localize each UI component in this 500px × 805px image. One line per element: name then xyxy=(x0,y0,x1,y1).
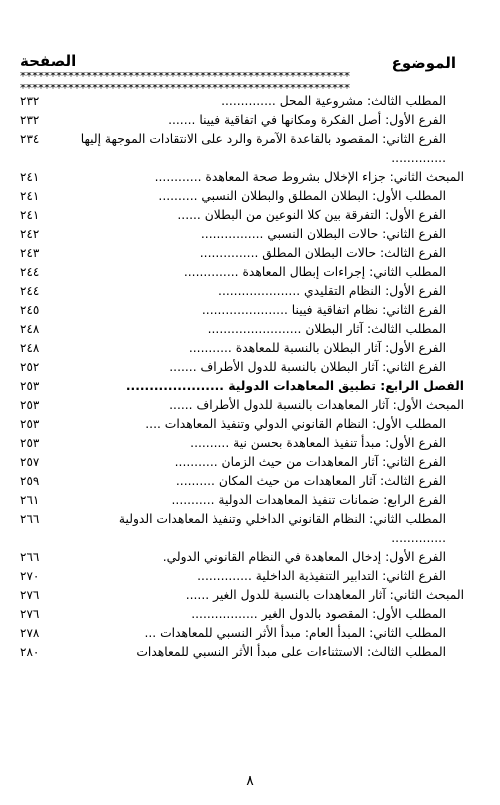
toc-entry xyxy=(20,434,464,453)
page-column-label: الصفحة xyxy=(20,52,77,70)
toc-list xyxy=(20,92,464,681)
toc-entry-page: ٢٥٢ xyxy=(20,360,40,374)
toc-entry-title: الفرع الثاني: نظام اتفاقية فيينا ...................... xyxy=(201,303,446,317)
toc-entry xyxy=(20,396,464,415)
toc-entry-title: المطلب الثاني: النظام القانوني الداخلي وتنفيذ المعاهدات الدولية .............. xyxy=(118,512,446,545)
toc-entry xyxy=(20,567,464,586)
toc-entry-title: الفرع الثالث: حالات البطلان المطلق ............... xyxy=(199,246,446,260)
toc-entry-page: ٢٣٢ xyxy=(20,113,40,127)
toc-entry-title: الفرع الثاني: آثار المعاهدات من حيث الزمان ........... xyxy=(174,455,446,469)
toc-entry-page: ٢٥٧ xyxy=(20,455,40,469)
toc-entry-title: الفرع الثاني: آثار البطلان بالنسبة للدول الأطراف ....... xyxy=(169,360,446,374)
toc-entry-title: الفرع الأول: آثار البطلان بالنسبة للمعاهدة ........... xyxy=(188,341,446,355)
toc-entry-title: المطلب الثاني: المبدأ العام: مبدأ الأثر النسبي للمعاهدات ... xyxy=(144,626,446,640)
toc-entry-page: ٢٤٥ xyxy=(20,303,40,317)
toc-entry xyxy=(20,111,464,130)
toc-entry xyxy=(20,282,464,301)
toc-entry-title: المبحث الأول: آثار المعاهدات بالنسبة للدول الأطراف ...... xyxy=(169,398,464,412)
toc-entry-page: ٢٤٤ xyxy=(20,265,40,279)
toc-entry-page: ٢٧٦ xyxy=(20,607,40,621)
topic-column-label: الموضوع xyxy=(391,54,456,72)
toc-entry-page: ٢٤٨ xyxy=(20,322,40,336)
toc-entry-title: المطلب الأول: النظام القانوني الدولي وتنفيذ المعاهدات .... xyxy=(145,417,446,431)
toc-entry-page: ٢٤١ xyxy=(20,208,40,222)
toc-entry-title: المطلب الثالث: مشروعية المحل .............. xyxy=(221,94,446,108)
toc-entry xyxy=(20,92,464,111)
toc-entry-page: ٢٦١ xyxy=(20,493,40,507)
toc-entry xyxy=(20,130,464,168)
toc-entry xyxy=(20,586,464,605)
toc-entry-page: ٢٤٨ xyxy=(20,341,40,355)
toc-entry xyxy=(20,244,464,263)
toc-entry xyxy=(20,643,464,681)
toc-entry-title: المطلب الثاني: إجراءات إبطال المعاهدة .............. xyxy=(183,265,446,279)
toc-entry-page: ٢٥٣ xyxy=(20,379,40,393)
toc-entry-title: الفرع الثاني: حالات البطلان النسبي ................ xyxy=(200,227,446,241)
toc-entry-page: ٢٤١ xyxy=(20,170,40,184)
toc-entry-title: الفرع الأول: مبدأ تنفيذ المعاهدة بحسن نية .......... xyxy=(190,436,446,450)
toc-entry-title: المطلب الأول: البطلان المطلق والبطلان النسبي .......... xyxy=(158,189,446,203)
toc-entry xyxy=(20,206,464,225)
toc-entry-page: ٢٦٦ xyxy=(20,512,40,526)
toc-entry-title: المطلب الأول: المقصود بالدول الغير ................. xyxy=(191,607,446,621)
toc-entry-title: الفرع الثاني: المقصود بالقاعدة الآمرة والرد على الانتقادات الموجهة إليها .............. xyxy=(80,132,446,165)
toc-entry xyxy=(20,301,464,320)
toc-entry xyxy=(20,377,464,396)
toc-entry-page: ٢٤١ xyxy=(20,189,40,203)
toc-entry xyxy=(20,491,464,510)
toc-entry xyxy=(20,453,464,472)
toc-entry-page: ٢٧٠ xyxy=(20,569,40,583)
toc-entry xyxy=(20,605,464,624)
divider-bottom: ******************************************************* xyxy=(20,84,350,92)
toc-entry xyxy=(20,510,464,548)
toc-entry-title: الفرع الأول: النظام التقليدي ..................... xyxy=(218,284,446,298)
toc-entry xyxy=(20,415,464,434)
toc-entry-title: الفرع الرابع: ضمانات تنفيذ المعاهدات الدولية ........... xyxy=(171,493,446,507)
toc-entry-page: ٢٧٦ xyxy=(20,588,40,602)
divider-top: ******************************************************* xyxy=(20,72,350,80)
toc-entry-page: ٢٤٣ xyxy=(20,246,40,260)
toc-entry-page: ٢٤٢ xyxy=(20,227,40,241)
toc-entry xyxy=(20,225,464,244)
toc-entry-title: الفرع الثالث: آثار المعاهدات من حيث المكان .......... xyxy=(175,474,446,488)
toc-entry xyxy=(20,187,464,206)
toc-entry-page: ٢٥٣ xyxy=(20,436,40,450)
toc-entry-page: ٢٣٤ xyxy=(20,132,40,146)
toc-entry-title: المبحث الثاني: آثار المعاهدات بالنسبة للدول الغير ...... xyxy=(185,588,464,602)
toc-entry xyxy=(20,339,464,358)
toc-entry-page: ٢٨٠ xyxy=(20,645,40,659)
toc-entry-title: الفرع الثاني: التدابير التنفيذية الداخلية .............. xyxy=(197,569,446,583)
toc-entry xyxy=(20,624,464,643)
toc-entry-page: ٢٤٤ xyxy=(20,284,40,298)
toc-entry xyxy=(20,263,464,282)
toc-entry-page: ٢٦٦ xyxy=(20,550,40,564)
toc-entry xyxy=(20,472,464,491)
toc-entry xyxy=(20,168,464,187)
toc-entry-page: ٢٥٣ xyxy=(20,417,40,431)
toc-entry-title: المطلب الثالث: آثار البطلان ........................ xyxy=(207,322,446,336)
toc-entry-title: الفرع الأول: إدخال المعاهدة في النظام القانوني الدولي. xyxy=(162,550,446,564)
page-number: ٨ xyxy=(246,773,254,789)
toc-entry-title: الفصل الرابع: تطبيق المعاهدات الدولية ..................... xyxy=(125,379,464,393)
toc-entry-page: ٢٥٩ xyxy=(20,474,40,488)
toc-entry-title: المبحث الثاني: جزاء الإخلال بشروط صحة المعاهدة ............ xyxy=(154,170,464,184)
toc-entry-page: ٢٥٣ xyxy=(20,398,40,412)
toc-entry-page: ٢٧٨ xyxy=(20,626,40,640)
toc-entry xyxy=(20,358,464,377)
toc-entry-title: الفرع الأول: التفرقة بين كلا النوعين من البطلان ...... xyxy=(177,208,446,222)
toc-entry xyxy=(20,548,464,567)
toc-entry-title: المطلب الثالث: الاستثناءات على مبدأ الأثر النسبي للمعاهدات xyxy=(136,645,446,659)
toc-entry-page: ٢٣٢ xyxy=(20,94,40,108)
toc-entry xyxy=(20,320,464,339)
toc-entry-title: الفرع الأول: أصل الفكرة ومكانها في اتفاقية فيينا ....... xyxy=(168,113,446,127)
